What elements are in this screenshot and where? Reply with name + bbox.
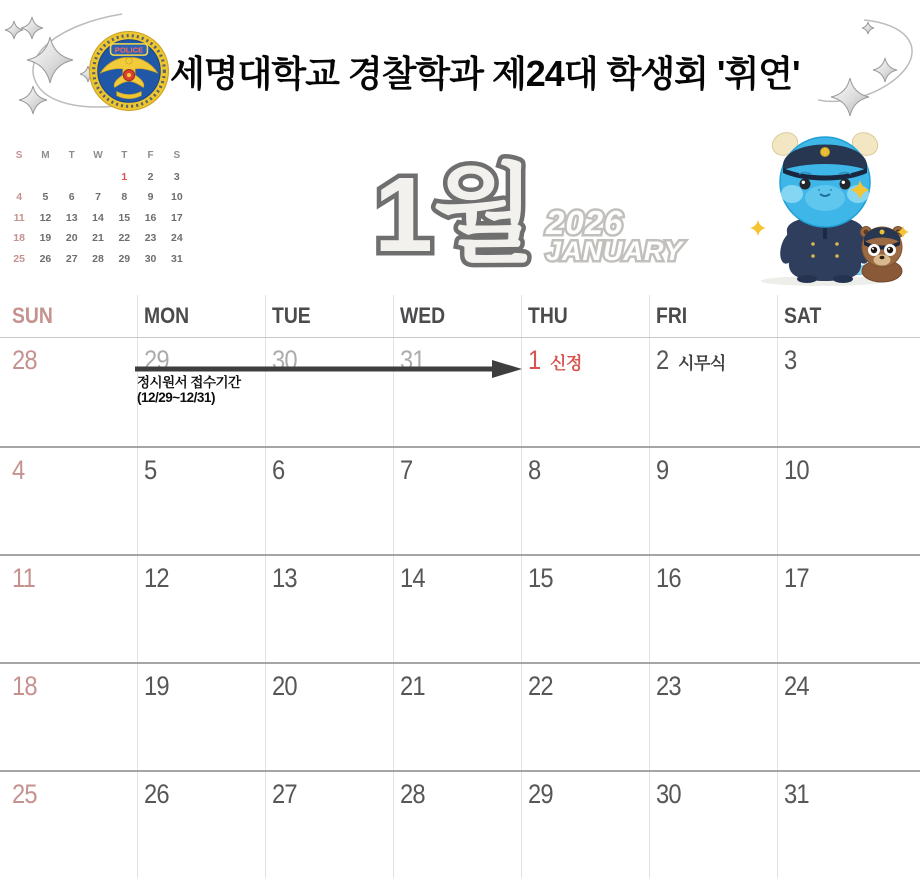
mini-day: 8: [121, 191, 128, 203]
date-line: [528, 345, 649, 376]
day-cell: [777, 338, 920, 446]
mini-day: 21: [92, 232, 104, 244]
date-line: [12, 563, 137, 594]
date-line: [12, 779, 137, 810]
mini-day: 29: [118, 252, 131, 265]
event-label: 시무식: [678, 354, 726, 373]
date-line: [784, 455, 920, 486]
date-line: [400, 563, 521, 594]
page-title: 세명대학교 경찰학과 제24대 학생회 '휘연': [170, 53, 800, 94]
date-number: 16: [656, 563, 681, 593]
sparkle-decoration-right: [818, 14, 920, 144]
date-number: 31: [400, 345, 425, 375]
date-line: [656, 563, 777, 594]
police-emblem: [88, 30, 170, 112]
date-number: 21: [400, 671, 425, 701]
date-number: 5: [144, 455, 157, 485]
day-header-label: FRI: [656, 303, 688, 328]
mini-day: 19: [39, 232, 52, 244]
date-number: 1: [528, 345, 541, 375]
day-header-tue: [265, 295, 393, 337]
date-line: [144, 345, 265, 376]
mini-day: 11: [13, 211, 25, 224]
mini-day: 26: [39, 252, 52, 265]
day-cell: [0, 338, 137, 446]
date-number: 25: [12, 779, 37, 809]
date-line: [400, 455, 521, 486]
swoosh-line: [818, 20, 912, 101]
date-number: 20: [272, 671, 297, 701]
mini-day: [32, 167, 58, 188]
mini-day: 30: [144, 252, 157, 265]
date-number: 11: [12, 563, 35, 593]
date-number: 7: [400, 455, 413, 485]
day-cell: [393, 448, 521, 554]
calendar-week-row: [0, 770, 920, 878]
cap-emblem: [880, 230, 885, 235]
mini-day-header: S: [15, 150, 23, 161]
mini-day-header: M: [41, 150, 50, 161]
day-cell: [649, 448, 777, 554]
mini-day-header: W: [93, 150, 103, 161]
date-line: [144, 455, 265, 486]
date-line: [12, 345, 137, 376]
mini-day: [59, 167, 85, 188]
day-cell: [649, 772, 777, 878]
main-calendar-body: [0, 338, 920, 878]
calendar-week-row: [0, 446, 920, 554]
day-header-label: MON: [144, 303, 190, 328]
day-cell: [649, 338, 777, 446]
mini-day: 23: [144, 232, 157, 244]
mini-day-header: F: [147, 150, 154, 161]
mini-day: 17: [171, 211, 183, 224]
mini-day: 6: [68, 191, 75, 203]
date-line: [784, 779, 920, 810]
date-line: [12, 671, 137, 702]
day-cell: [393, 556, 521, 662]
date-number: 9: [656, 455, 669, 485]
mini-day: [6, 167, 32, 188]
date-line: [784, 671, 920, 702]
day-header-label: SAT: [784, 303, 822, 328]
mini-day: 13: [65, 211, 78, 224]
date-line: [656, 345, 777, 376]
date-number: 4: [12, 455, 25, 485]
mini-day-header: S: [173, 150, 181, 161]
day-cell: [777, 772, 920, 878]
mini-day: 24: [171, 232, 183, 244]
date-line: [272, 779, 393, 810]
day-cell: [777, 664, 920, 770]
cap-emblem: [821, 148, 830, 157]
mini-day: 5: [42, 191, 49, 203]
mini-day: 25: [13, 252, 25, 265]
mini-day: 9: [147, 191, 154, 203]
day-cell: [649, 556, 777, 662]
date-number: 12: [144, 563, 169, 593]
period-annotation-line1: 정시원서 접수기간: [137, 375, 241, 390]
date-line: [528, 455, 649, 486]
date-number: 18: [12, 671, 37, 701]
date-number: 28: [12, 345, 37, 375]
date-number: 3: [784, 345, 797, 375]
bear-mascot: [861, 227, 904, 283]
date-line: [528, 779, 649, 810]
mini-day: 1: [121, 170, 128, 183]
mini-day: 2: [147, 170, 154, 183]
day-cell: [137, 772, 265, 878]
day-cell: [521, 338, 649, 446]
mini-day: 22: [118, 232, 131, 244]
day-header-wed: [393, 295, 521, 337]
date-number: 26: [144, 779, 169, 809]
date-number: 2: [656, 345, 669, 375]
date-line: [144, 671, 265, 702]
mini-day: 14: [92, 211, 104, 224]
date-number: 29: [144, 345, 169, 375]
date-line: [784, 563, 920, 594]
event-label: 신정: [550, 354, 582, 373]
day-cell: [0, 664, 137, 770]
mini-day: 10: [171, 191, 183, 203]
date-line: [272, 563, 393, 594]
mini-day: 28: [92, 252, 104, 265]
day-header-sun: [0, 295, 137, 337]
day-cell: [0, 772, 137, 878]
date-line: [144, 563, 265, 594]
date-line: [784, 345, 920, 376]
day-cell: [137, 556, 265, 662]
day-cell: [265, 448, 393, 554]
date-line: [12, 455, 137, 486]
mini-day: 3: [173, 170, 180, 183]
date-number: 19: [144, 671, 169, 701]
date-number: 29: [528, 779, 553, 809]
date-number: 6: [272, 455, 285, 485]
mini-day: 16: [144, 211, 157, 224]
day-header-mon: [137, 295, 265, 337]
day-header-fri: [649, 295, 777, 337]
date-line: [656, 779, 777, 810]
day-header-label: TUE: [272, 303, 311, 328]
day-cell: [777, 556, 920, 662]
police-emblem-label: POLICE: [114, 45, 144, 55]
date-number: 30: [656, 779, 681, 809]
date-number: 13: [272, 563, 297, 593]
mascot-illustration: [735, 128, 915, 288]
day-cell: [0, 556, 137, 662]
mini-day: 15: [118, 211, 131, 224]
day-cell: [521, 664, 649, 770]
date-number: 17: [784, 563, 809, 593]
month-title-year: 2026: [546, 204, 624, 241]
day-cell: [521, 448, 649, 554]
date-line: [400, 779, 521, 810]
mini-day-header: T: [68, 150, 75, 161]
mini-calendar: [6, 146, 190, 269]
month-title-art: [360, 148, 705, 273]
day-cell: [0, 448, 137, 554]
date-number: 27: [272, 779, 297, 809]
date-number: 23: [656, 671, 681, 701]
day-cell: [393, 772, 521, 878]
day-cell: [649, 664, 777, 770]
mini-day: 20: [65, 232, 78, 244]
date-line: [144, 779, 265, 810]
day-cell: [393, 338, 521, 446]
day-cell: [265, 664, 393, 770]
date-number: 24: [784, 671, 809, 701]
date-number: 14: [400, 563, 425, 593]
period-annotation-line2: (12/29~12/31): [137, 389, 215, 405]
date-line: [656, 671, 777, 702]
day-cell: [521, 556, 649, 662]
day-header-sat: [777, 295, 920, 337]
date-number: 22: [528, 671, 553, 701]
day-cell: [777, 448, 920, 554]
mini-day: 18: [13, 232, 25, 244]
date-line: [272, 345, 393, 376]
day-header-thu: [521, 295, 649, 337]
sparkle-stars: [5, 17, 96, 114]
day-cell: [265, 772, 393, 878]
mini-day: 4: [16, 191, 23, 203]
period-annotation: [137, 376, 241, 405]
date-number: 28: [400, 779, 425, 809]
mini-day: 27: [65, 252, 78, 265]
date-number: 10: [784, 455, 809, 485]
day-header-label: WED: [400, 303, 446, 328]
date-line: [272, 455, 393, 486]
date-line: [528, 563, 649, 594]
date-line: [528, 671, 649, 702]
day-cell: [521, 772, 649, 878]
mini-day: 31: [171, 252, 183, 265]
day-cell: [137, 448, 265, 554]
sparkle-stars: [831, 22, 897, 116]
date-number: 30: [272, 345, 297, 375]
date-line: [400, 671, 521, 702]
month-title-english: JANUARY: [546, 236, 684, 266]
calendar-week-row: [0, 662, 920, 770]
day-header-label: SUN: [12, 303, 53, 328]
day-cell: [265, 338, 393, 446]
date-line: [656, 455, 777, 486]
month-title-korean: 1월: [374, 156, 536, 273]
day-cell: [265, 556, 393, 662]
calendar-week-row: [0, 554, 920, 662]
mini-day: [85, 167, 111, 188]
day-header-label: THU: [528, 303, 568, 328]
mini-day-header: T: [121, 150, 128, 161]
day-cell: [393, 664, 521, 770]
mini-day: 12: [39, 211, 52, 224]
date-line: [400, 345, 521, 376]
main-calendar: [0, 295, 920, 877]
date-number: 8: [528, 455, 541, 485]
date-line: [272, 671, 393, 702]
date-number: 31: [784, 779, 809, 809]
date-number: 15: [528, 563, 553, 593]
day-cell: [137, 664, 265, 770]
main-calendar-header-row: [0, 295, 920, 338]
mini-day: 7: [95, 191, 101, 203]
